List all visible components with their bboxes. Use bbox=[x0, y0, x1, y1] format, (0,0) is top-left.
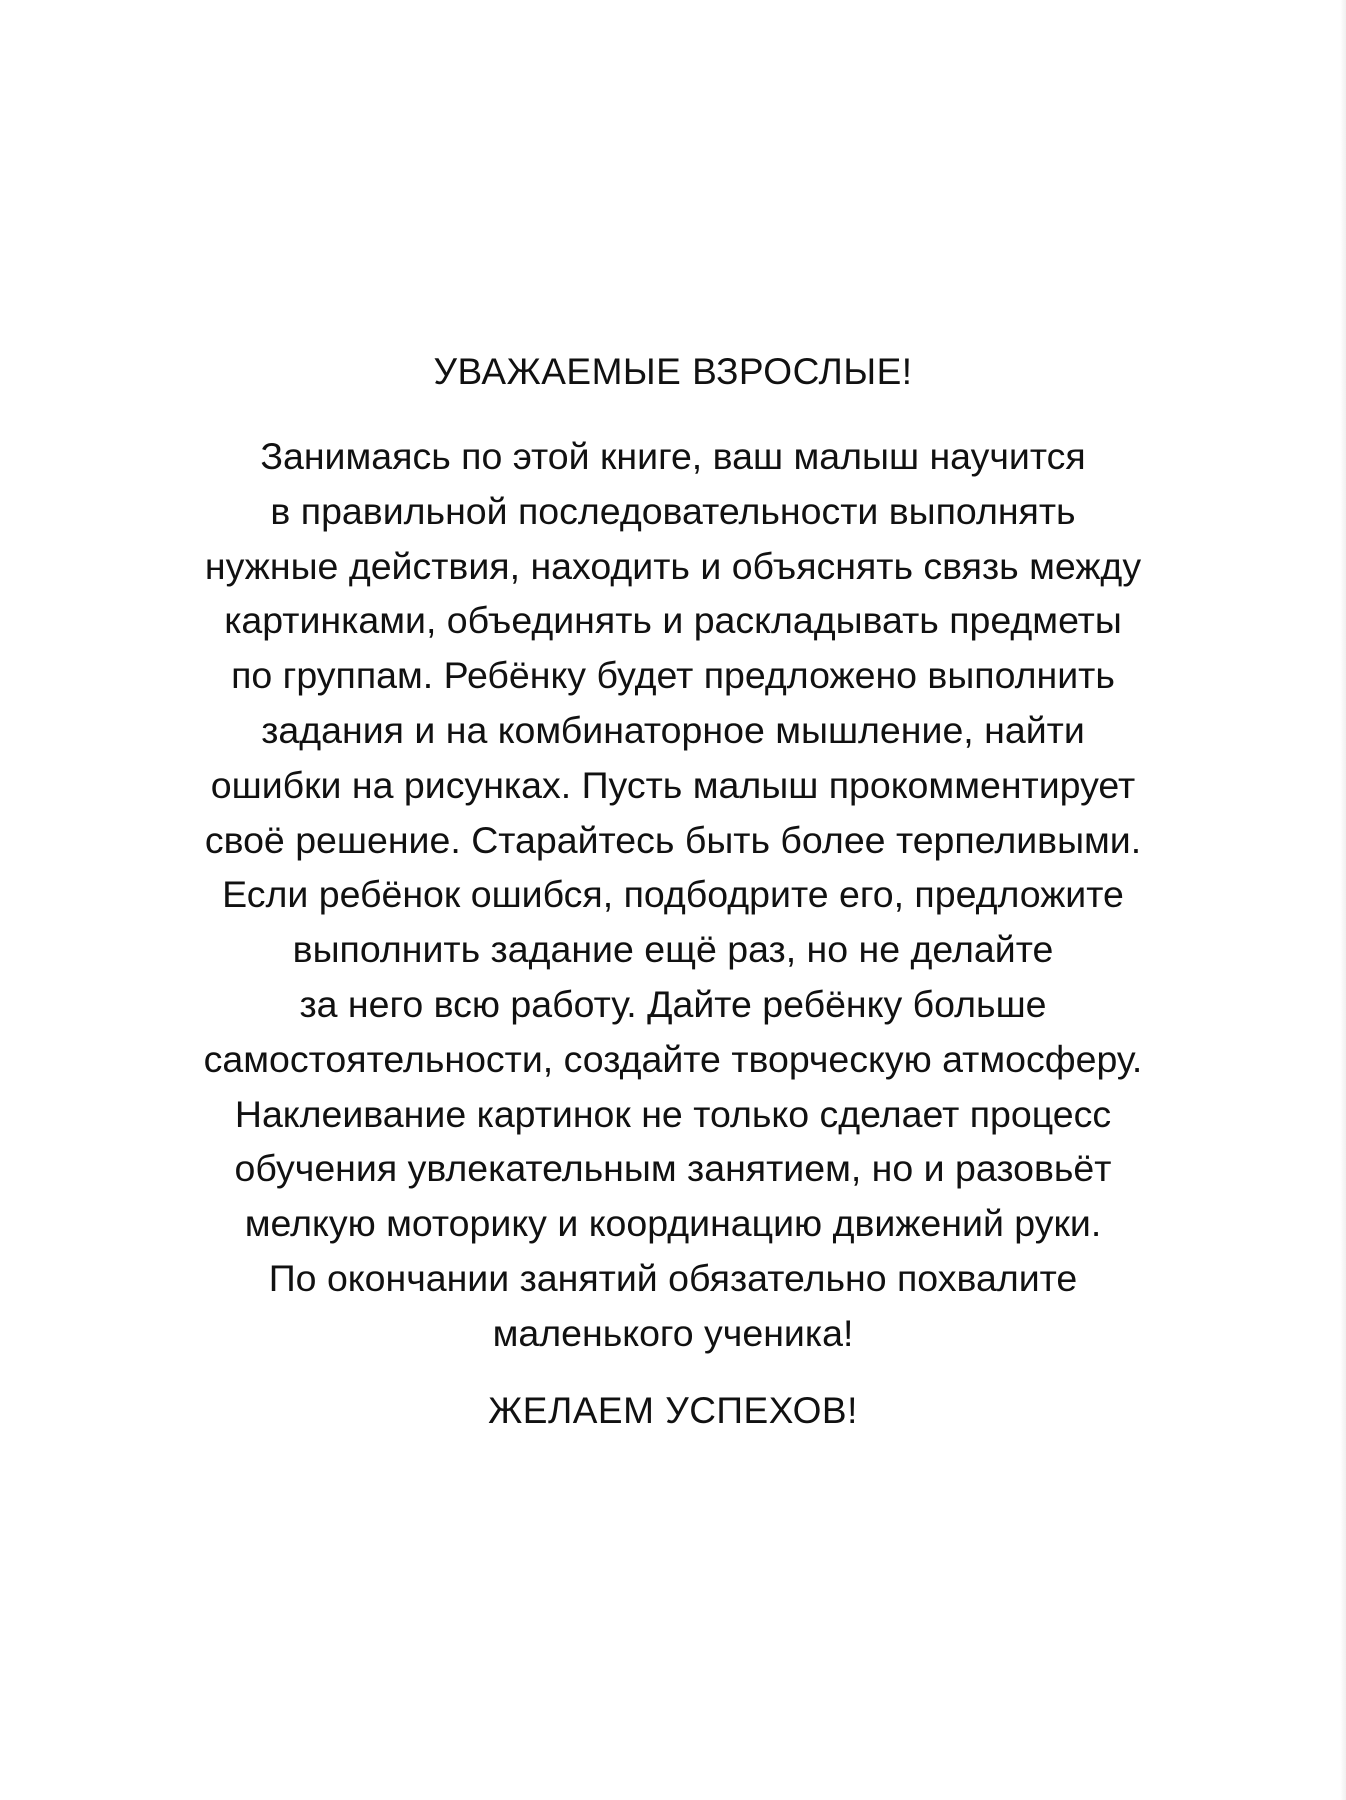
body-line: выполнить задание ещё раз, но не делайте bbox=[292, 928, 1054, 971]
body-line: мелкую моторику и координацию движений руки. bbox=[244, 1202, 1102, 1245]
body-line: Если ребёнок ошибся, подбодрите его, предложите bbox=[222, 873, 1124, 916]
body-line: Наклеивание картинок не только сделает процесс bbox=[234, 1092, 1112, 1135]
body-line: задания и на комбинаторное мышление, найти bbox=[261, 708, 1085, 751]
body-line: своё решение. Старайтесь быть более терпеливыми. bbox=[204, 818, 1142, 861]
greeting-heading: УВАЖАЕМЫЕ ВЗРОСЛЫЕ! bbox=[433, 351, 913, 392]
body-line: ошибки на рисунках. Пусть малыш прокомментирует bbox=[210, 763, 1136, 806]
body-line: По окончании занятий обязательно похвалите bbox=[268, 1256, 1078, 1299]
page-edge-shadow bbox=[1340, 0, 1346, 1800]
body-line: маленького ученика! bbox=[492, 1311, 854, 1354]
body-line: в правильной последовательности выполнять bbox=[270, 489, 1076, 532]
body-line: по группам. Ребёнку будет предложено выполнить bbox=[231, 654, 1115, 697]
body-line: нужные действия, находить и объяснять связь между bbox=[204, 544, 1142, 587]
closing-heading: ЖЕЛАЕМ УСПЕХОВ! bbox=[488, 1390, 858, 1431]
body-line: самостоятельности, создайте творческую атмосферу. bbox=[203, 1037, 1143, 1080]
body-line: картинками, объединять и раскладывать предметы bbox=[224, 599, 1122, 642]
body-text bbox=[140, 429, 1206, 1361]
body-line: за него всю работу. Дайте ребёнку больше bbox=[299, 982, 1047, 1025]
body-line: Занимаясь по этой книге, ваш малыш научится bbox=[260, 435, 1086, 477]
body-line: обучения увлекательным занятием, но и разовьёт bbox=[234, 1147, 1112, 1190]
